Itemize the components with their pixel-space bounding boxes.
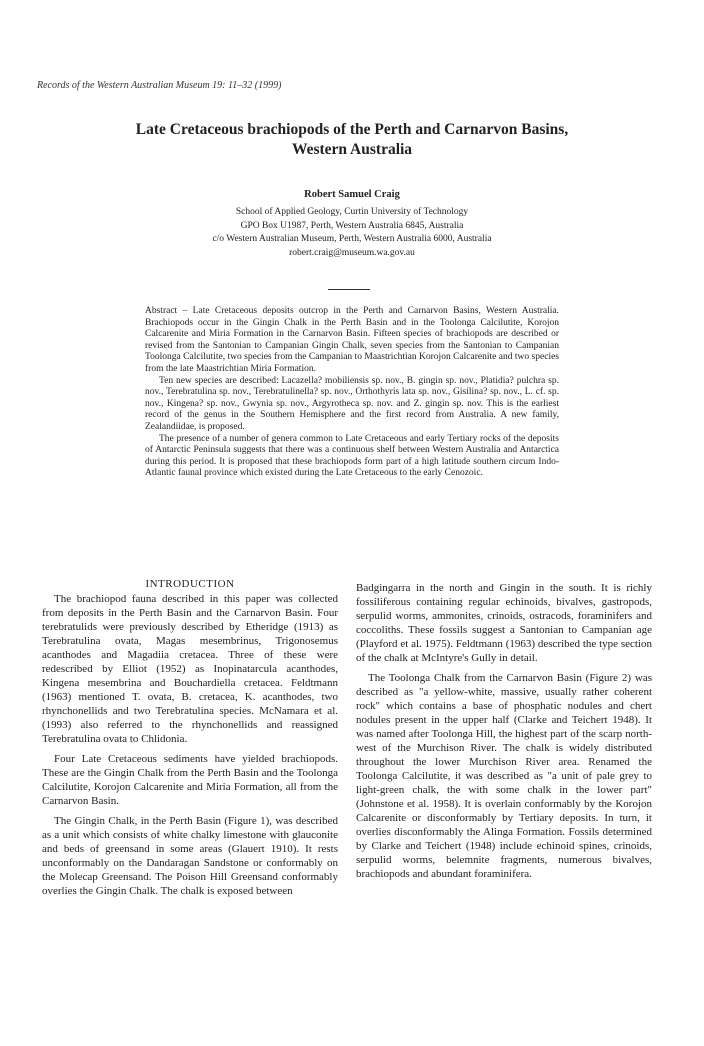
abstract-paragraph: Abstract – Late Cretaceous deposits outcrop in the Perth and Carnarvon Basins, Western Australia. Brachiopods occur in the Gingin Chalk in the Perth Basin and in the Toolonga Calcilutite, Korojon Calcarenite and Miria Formation in the Carnarvon Basin. Fifteen species of brachiopods are described or revised from the Santonian to Campanian Gingin Chalk, seven species from the Santonian to Campanian Toolonga Calcilutite, two species from the Campanian to Maastrichtian Korojon Calcarenite and two species from the late Maastrichtian Miria Formation. bbox=[145, 306, 559, 374]
abstract-paragraph: The presence of a number of genera common to Late Cretaceous and early Tertiary rocks of the deposits of Antarctic Peninsula suggests that there was a continuous shelf between Western Australia and Antarctica during this period. It is proposed that these brachiopods form part of a high latitude southern circum Indo-Atlantic faunal province which existed during the Late Cretaceous to the early Cenozoic. bbox=[145, 433, 559, 479]
body-column-left bbox=[42, 577, 338, 904]
body-paragraph: The Gingin Chalk, in the Perth Basin (Figure 1), was described as a unit which consists of white chalky limestone with glauconite and beds of greensand in some areas (Glauert 1910). It rests unconformably on the Dandaragan Sandstone or conformably on the Molecap Greensand. The Poison Hill Greensand conformably overlies the Gingin Chalk. The chalk is exposed between bbox=[42, 815, 338, 897]
paper-title: Late Cretaceous brachiopods of the Perth and Carnarvon Basins, Western Australia bbox=[135, 121, 569, 158]
body-paragraph: The brachiopod fauna described in this paper was collected from deposits in the Perth Basin and the Carnarvon Basin. Four terebratulids were previously described by Etheridge (1913) as Terebratulina ovata, Magas mesembrinus, Trigonosemus acanthodes and Magadiia cretacea. Three of these were redescribed by Elliot (1952) as Inopinatarcula acanthodes, Kingena mesembrina and Bouchardiella cretacea. Feldtmann (1963) mentioned T. ovata, B. cretacea, K. acanthodes, two rhynchonellids and two Terebratulina species. McNamara et al. (1993) also referred to the rhynchonellids and reassigned Terebratulina ovata to Chlidonia. bbox=[42, 593, 338, 745]
affiliation-block bbox=[120, 206, 584, 260]
body-paragraph: Four Late Cretaceous sediments have yielded brachiopods. These are the Gingin Chalk from the Perth Basin and the Toolonga Calcilutite, Korojon Calcarenite and Miria Formation, all from the Carnarvon Basin. bbox=[42, 753, 338, 807]
body-paragraph: The Toolonga Chalk from the Carnarvon Basin (Figure 2) was described as "a yellow-white, massive, usually rather coherent rock" which contains a base of phosphatic nodules and chert nodules present in the upper half (Clarke and Teichert 1948). It was named after Toolonga Hill, the highest part of the scarp north-west of the Murchison River. The chalk is widely distributed throughout the lower Murchison River area. Renamed the Toolonga Calcilutite, it was described as "a unit of pale grey to light-green chalk, the with some chalk in the lower part" (Johnstone et al. 1958). It is overlain conformably by the Korojon Calcarenite or disconformably by Tertiary deposits. In turn, it overlies disconformably the Alinga Formation. Fossils determined by Clarke and Teichert (1948) include echinoid spines, crinoids, serpulid worms, belemnite fragments, numerous bivalves, brachiopods and abundant foraminifera. bbox=[356, 672, 652, 880]
body-paragraph: Badgingarra in the north and Gingin in the south. It is richly fossiliferous containing regular echinoids, bivalves, gastropods, serpulid worms, ammonites, crinoids, ostracods, foraminifers and coccoliths. These fossils suggest a Santonian to Campanian age (Playford et al. 1975). Feldtmann (1963) described the type section of the chalk at McIntyre's Gully in detail. bbox=[356, 582, 652, 664]
abstract-paragraph: Ten new species are described: Lacazella? mobiliensis sp. nov., B. gingin sp. nov., Platidia? pulchra sp. nov., Terebratulina sp. nov., Terebratulinella? sp. nov., Orthothyris lata sp. nov., Gisilina? sp. nov., L. cf. sp. nov., Kingena? sp. nov., Gwynia sp. nov., Argyrotheca sp. nov. and Z. gingin sp. nov. This is the earliest record of the genus in the Southern Hemisphere and the first record from Australia. A new family, Zealandiidae, is proposed. bbox=[145, 375, 559, 432]
abstract bbox=[145, 306, 559, 480]
affiliation-line: GPO Box U1987, Perth, Western Australia 6845, Australia bbox=[240, 220, 464, 231]
author-name: Robert Samuel Craig bbox=[304, 189, 400, 200]
section-heading-introduction: INTRODUCTION bbox=[145, 578, 235, 590]
section-divider bbox=[328, 289, 370, 290]
body-column-right bbox=[356, 581, 652, 887]
affiliation-line: School of Applied Geology, Curtin University of Technology bbox=[235, 207, 469, 217]
affiliation-line: c/o Western Australian Museum, Perth, Western Australia 6000, Australia bbox=[212, 234, 492, 244]
affiliation-email: robert.craig@museum.wa.gov.au bbox=[289, 247, 415, 258]
running-head: Records of the Western Australian Museum 19: 11–32 (1999) bbox=[37, 80, 282, 91]
